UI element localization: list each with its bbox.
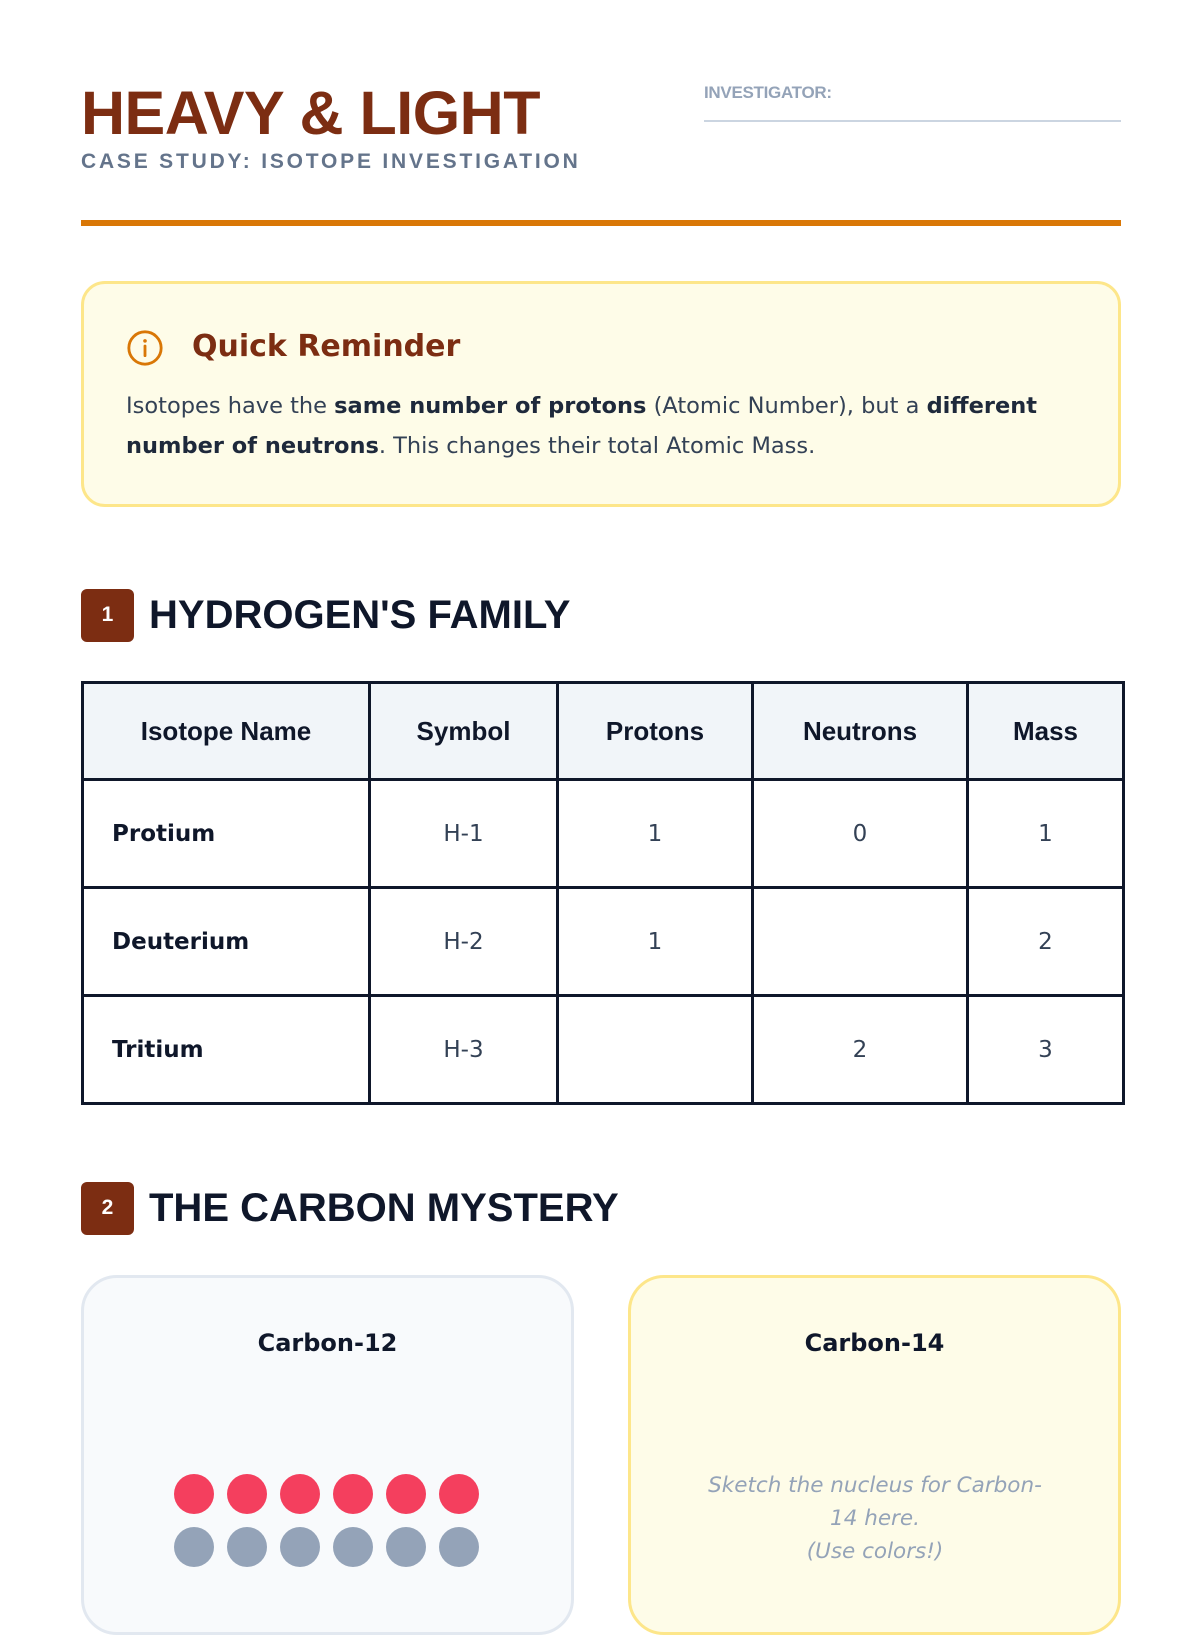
neutron-dot — [439, 1527, 479, 1567]
table-row — [83, 888, 1124, 996]
column-header-mass: Mass — [968, 683, 1124, 780]
protons-cell: 1 — [558, 780, 753, 888]
worksheet-page — [81, 0, 1121, 1600]
neutron-dot — [174, 1527, 214, 1567]
reminder-title: Quick Reminder — [192, 329, 461, 364]
symbol-cell: H-3 — [370, 996, 558, 1104]
table-header-row — [83, 683, 1124, 780]
page-title: HEAVY & LIGHT — [81, 79, 540, 147]
investigator-field[interactable] — [704, 82, 1121, 122]
proton-dot — [439, 1474, 479, 1514]
protons-cell: 1 — [558, 888, 753, 996]
proton-row — [174, 1474, 484, 1514]
neutrons-cell: 0 — [753, 780, 968, 888]
carbon-12-card — [81, 1275, 574, 1635]
reminder-emphasis-protons: same number of protons — [334, 393, 647, 419]
symbol-cell: H-1 — [370, 780, 558, 888]
proton-dot — [280, 1474, 320, 1514]
section-heading-hydrogen — [81, 588, 570, 642]
protons-blank-cell[interactable] — [558, 996, 753, 1104]
carbon-14-title: Carbon-14 — [804, 1329, 945, 1357]
neutrons-blank-cell[interactable] — [753, 888, 968, 996]
carbon-12-nucleus — [174, 1474, 484, 1580]
proton-dot — [386, 1474, 426, 1514]
column-header-isotope-name: Isotope Name — [83, 683, 370, 780]
proton-dot — [174, 1474, 214, 1514]
reminder-box — [81, 281, 1121, 507]
neutrons-cell: 2 — [753, 996, 968, 1104]
section-number-badge: 1 — [81, 589, 134, 642]
mass-cell: 3 — [968, 996, 1124, 1104]
isotope-name-cell: Protium — [83, 780, 370, 888]
mass-cell: 2 — [968, 888, 1124, 996]
carbon-14-hint: Sketch the nucleus for Carbon- 14 here. (Use colors!) — [708, 1473, 1042, 1564]
isotope-name-cell: Tritium — [83, 996, 370, 1104]
isotope-name-cell: Deuterium — [83, 888, 370, 996]
page-subtitle: CASE STUDY: ISOTOPE INVESTIGATION — [81, 150, 581, 173]
column-header-neutrons: Neutrons — [753, 683, 968, 780]
section-number-badge: 2 — [81, 1182, 134, 1235]
investigator-label: INVESTIGATOR: — [704, 83, 832, 102]
section-heading-carbon — [81, 1181, 619, 1235]
neutron-dot — [227, 1527, 267, 1567]
reminder-emphasis-neutrons: different number of neutrons — [126, 393, 1037, 459]
neutron-dot — [386, 1527, 426, 1567]
carbon-12-title: Carbon-12 — [257, 1329, 398, 1357]
info-circle-icon — [126, 329, 164, 367]
column-header-symbol: Symbol — [370, 683, 558, 780]
reminder-text: Isotopes have the same number of protons (Atomic Number), but a different number of neutrons. This changes their total Atomic Mass. — [126, 393, 1037, 459]
column-header-protons: Protons — [558, 683, 753, 780]
table-row — [83, 780, 1124, 888]
hydrogen-isotope-table — [81, 681, 1125, 1105]
symbol-cell: H-2 — [370, 888, 558, 996]
section-title: THE CARBON MYSTERY — [149, 1186, 619, 1230]
section-title: HYDROGEN'S FAMILY — [149, 593, 571, 637]
header-divider — [81, 220, 1121, 226]
neutron-dot — [333, 1527, 373, 1567]
neutron-dot — [280, 1527, 320, 1567]
proton-dot — [333, 1474, 373, 1514]
carbon-14-sketch-area[interactable] — [628, 1275, 1121, 1635]
neutron-row — [174, 1527, 484, 1567]
mass-cell: 1 — [968, 780, 1124, 888]
table-row — [83, 996, 1124, 1104]
proton-dot — [227, 1474, 267, 1514]
